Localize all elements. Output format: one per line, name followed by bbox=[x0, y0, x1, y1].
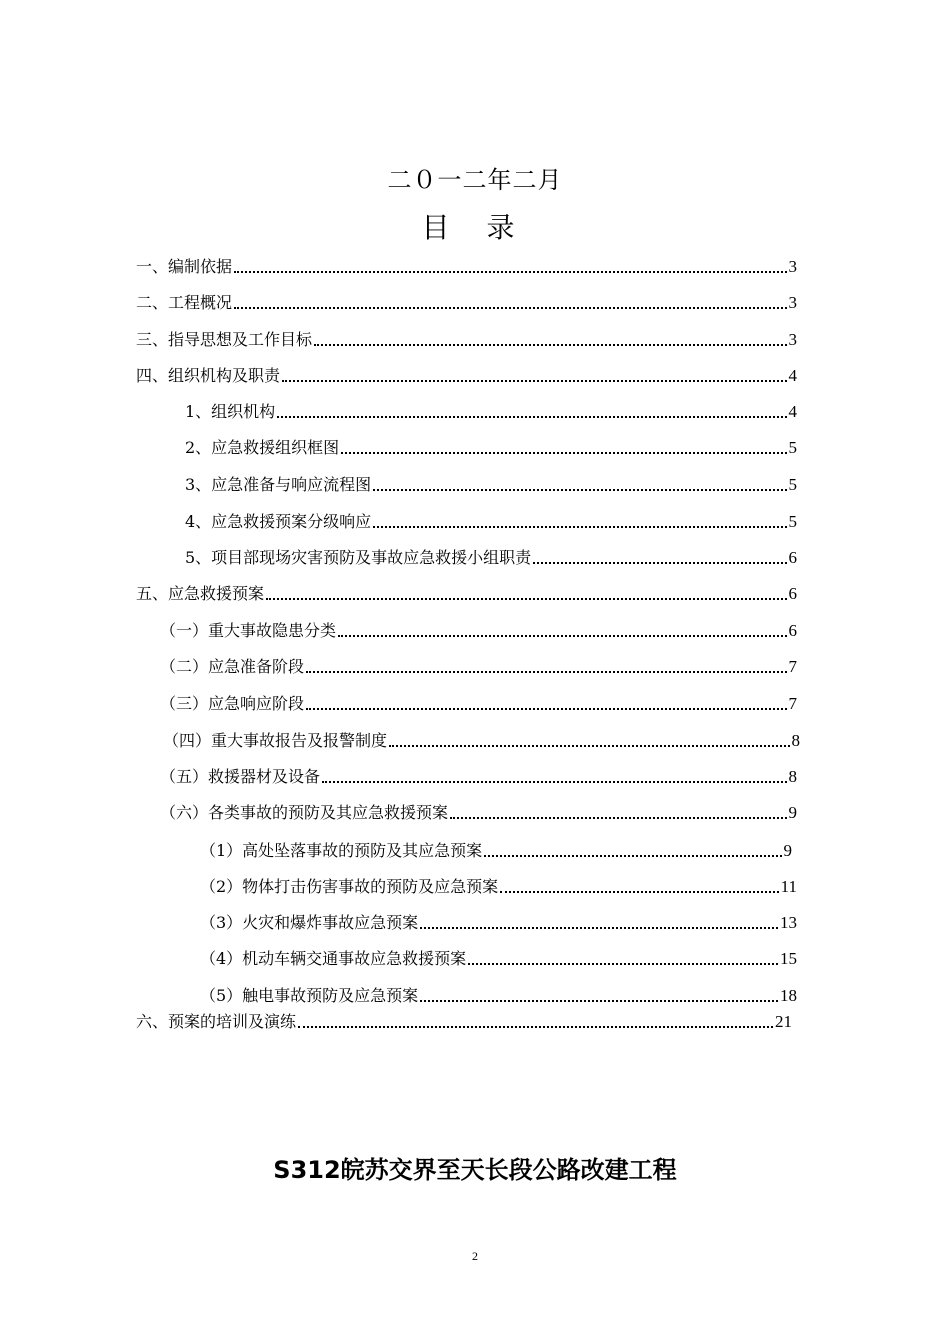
toc-entry[interactable] bbox=[136, 326, 797, 350]
toc-leader-dots bbox=[373, 489, 786, 491]
toc-entry-label: （1）高处坠落事故的预防及其应急预案 bbox=[200, 841, 483, 860]
toc-leader-dots bbox=[298, 1026, 773, 1028]
toc-leader-dots bbox=[234, 271, 786, 273]
toc-entry-page: 11 bbox=[780, 877, 797, 896]
toc-entry-page: 3 bbox=[788, 330, 797, 349]
toc-leader-dots bbox=[282, 380, 786, 382]
toc-entry-page: 9 bbox=[788, 803, 797, 822]
toc-entry-page: 8 bbox=[788, 767, 797, 786]
toc-entry-page: 6 bbox=[788, 584, 797, 603]
toc-entry-label: （四）重大事故报告及报警制度 bbox=[163, 731, 388, 750]
toc-entry-page: 3 bbox=[788, 293, 797, 312]
toc-entry[interactable] bbox=[160, 690, 797, 714]
toc-entry-label: （5）触电事故预防及应急预案 bbox=[200, 986, 419, 1005]
toc-entry[interactable] bbox=[185, 398, 797, 422]
toc-entry[interactable] bbox=[185, 471, 797, 495]
toc-entry-label: 三、指导思想及工作目标 bbox=[136, 330, 313, 349]
toc-leader-dots bbox=[306, 708, 786, 710]
toc-leader-dots bbox=[420, 1000, 778, 1002]
toc-leader-dots bbox=[533, 562, 786, 564]
toc-entry[interactable] bbox=[136, 362, 797, 386]
toc-entry[interactable] bbox=[200, 837, 792, 861]
project-title: S312皖苏交界至天长段公路改建工程 bbox=[273, 1156, 677, 1184]
toc-leader-dots bbox=[341, 452, 786, 454]
toc-entry-label: （二）应急准备阶段 bbox=[160, 657, 305, 676]
toc-entry[interactable] bbox=[160, 653, 797, 677]
toc-title: 目 录 bbox=[421, 211, 529, 244]
toc-entry-label: （2）物体打击伤害事故的预防及应急预案 bbox=[200, 877, 499, 896]
toc-leader-dots bbox=[389, 745, 789, 747]
toc-entry[interactable] bbox=[185, 508, 797, 532]
toc-entry[interactable] bbox=[200, 909, 797, 933]
toc-entry-label: 五、应急救援预案 bbox=[136, 584, 265, 603]
toc-leader-dots bbox=[266, 598, 786, 600]
toc-entry-page: 18 bbox=[780, 986, 797, 1005]
toc-entry[interactable] bbox=[160, 763, 797, 787]
toc-leader-dots bbox=[338, 635, 786, 637]
toc-entry-label: 一、编制依据 bbox=[136, 257, 233, 276]
document-date: 二０一二年二月 bbox=[387, 166, 563, 194]
toc-entry-page: 4 bbox=[788, 366, 797, 385]
toc-entry-label: 四、组织机构及职责 bbox=[136, 366, 281, 385]
toc-entry[interactable] bbox=[163, 727, 800, 751]
toc-entry-page: 13 bbox=[780, 913, 797, 932]
toc-entry-label: 1、组织机构 bbox=[185, 402, 276, 421]
toc-entry-page: 15 bbox=[780, 949, 797, 968]
toc-leader-dots bbox=[373, 526, 786, 528]
toc-entry-label: 3、应急准备与响应流程图 bbox=[185, 475, 372, 494]
toc-entry-page: 6 bbox=[788, 548, 797, 567]
toc-entry[interactable] bbox=[136, 289, 797, 313]
toc-leader-dots bbox=[484, 855, 781, 857]
toc-leader-dots bbox=[234, 307, 786, 309]
toc-entry-page: 7 bbox=[788, 694, 797, 713]
toc-entry[interactable] bbox=[136, 580, 797, 604]
toc-entry[interactable] bbox=[160, 799, 797, 823]
toc-entry-page: 4 bbox=[788, 402, 797, 421]
toc-entry-label: （五）救援器材及设备 bbox=[160, 767, 321, 786]
toc-leader-dots bbox=[500, 891, 778, 893]
toc-leader-dots bbox=[420, 927, 778, 929]
toc-entry-label: （三）应急响应阶段 bbox=[160, 694, 305, 713]
toc-entry-label: 六、预案的培训及演练 bbox=[136, 1012, 297, 1031]
toc-entry[interactable] bbox=[136, 253, 797, 277]
toc-entry-label: （4）机动车辆交通事故应急救援预案 bbox=[200, 949, 467, 968]
toc-entry-page: 7 bbox=[788, 657, 797, 676]
toc-entry-page: 5 bbox=[788, 438, 797, 457]
toc-leader-dots bbox=[277, 416, 786, 418]
toc-entry[interactable] bbox=[200, 873, 797, 897]
toc-leader-dots bbox=[314, 344, 786, 346]
toc-entry-page: 6 bbox=[788, 621, 797, 640]
toc-entry-label: 5、项目部现场灾害预防及事故应急救援小组职责 bbox=[185, 548, 532, 567]
toc-entry-label: 二、工程概况 bbox=[136, 293, 233, 312]
toc-entry-label: （六）各类事故的预防及其应急救援预案 bbox=[160, 803, 449, 822]
toc-entry[interactable] bbox=[185, 544, 797, 568]
toc-entry[interactable] bbox=[200, 945, 797, 969]
page-number: 2 bbox=[472, 1249, 478, 1263]
toc-entry[interactable] bbox=[185, 434, 797, 458]
toc-entry-label: 4、应急救援预案分级响应 bbox=[185, 512, 372, 531]
toc-entry-page: 5 bbox=[788, 512, 797, 531]
toc-leader-dots bbox=[306, 671, 786, 673]
toc-entry[interactable] bbox=[200, 982, 797, 1006]
toc-entry-page: 3 bbox=[788, 257, 797, 276]
toc-entry-page: 21 bbox=[775, 1012, 792, 1031]
toc-entry-label: （3）火灾和爆炸事故应急预案 bbox=[200, 913, 419, 932]
toc-entry-label: （一）重大事故隐患分类 bbox=[160, 621, 337, 640]
toc-entry[interactable] bbox=[160, 617, 797, 641]
toc-entry-page: 8 bbox=[791, 731, 800, 750]
toc-leader-dots bbox=[468, 963, 778, 965]
toc-entry-page: 9 bbox=[783, 841, 792, 860]
toc-leader-dots bbox=[450, 817, 786, 819]
toc-entry-label: 2、应急救援组织框图 bbox=[185, 438, 340, 457]
toc-entry-page: 5 bbox=[788, 475, 797, 494]
toc-leader-dots bbox=[322, 781, 786, 783]
toc-entry[interactable] bbox=[136, 1008, 792, 1032]
